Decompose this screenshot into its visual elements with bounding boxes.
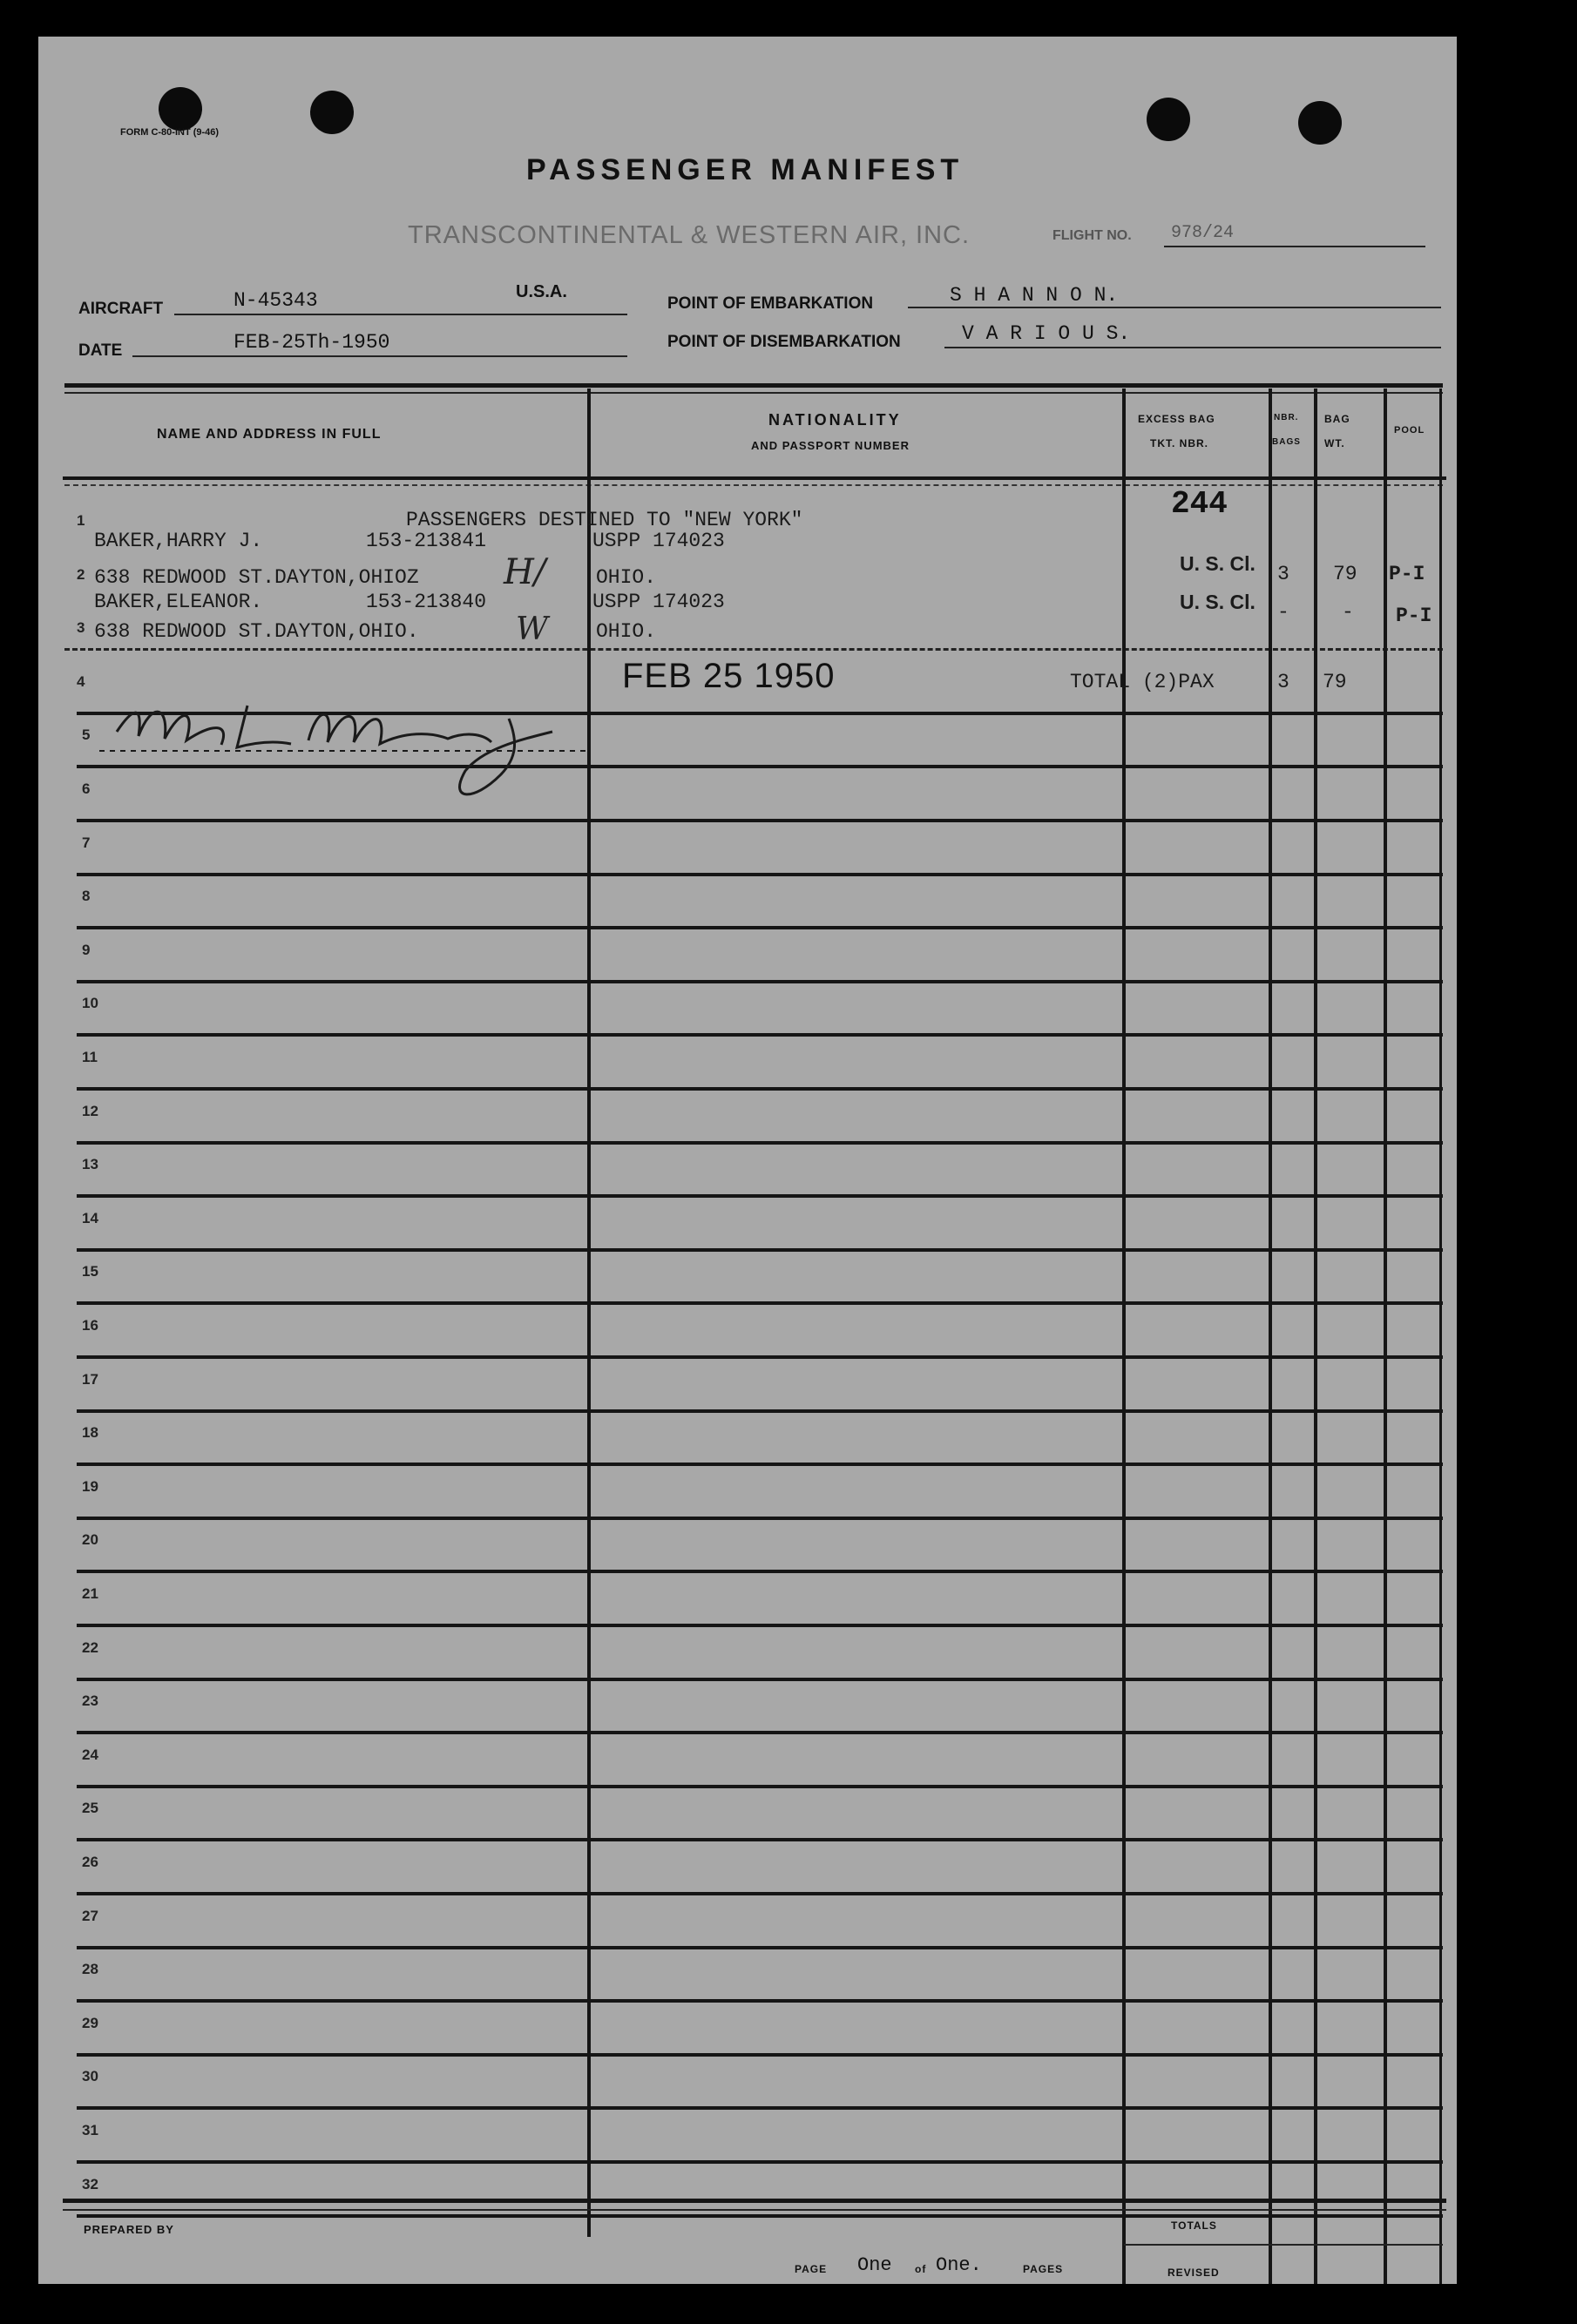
row-number: 30 [82,2068,98,2085]
pages-label: PAGES [1023,2263,1064,2275]
totals-label: TOTALS [1171,2219,1217,2232]
row-rule [77,1999,1443,2003]
row-number: 17 [82,1370,98,1388]
aircraft-value: N-45343 [234,289,318,312]
row-number: 11 [82,1049,98,1065]
date-label: DATE [78,341,123,360]
prepared-by-label: PREPARED BY [84,2223,174,2236]
embarkation-underline [908,307,1441,308]
revised-label: REVISED [1168,2267,1220,2279]
passenger-2-pool: P-I [1396,605,1432,627]
row-rule [77,926,1443,929]
row-number: 2 [77,565,85,583]
disembarkation-value: V A R I O U S. [962,322,1131,345]
passenger-1-id: 153-213841 [366,530,487,552]
col-header-bag-2: WT. [1324,437,1345,449]
disembarkation-label: POINT OF DISEMBARKATION [667,333,901,351]
disembarkation-underline [944,347,1441,348]
table-top-rule [64,383,1443,388]
row-number: 16 [82,1317,98,1334]
passenger-1-pool: P-I [1389,563,1425,585]
punch-hole [1298,101,1342,145]
row-number: 32 [82,2175,98,2192]
row-number: 6 [82,780,91,797]
row-number: 7 [82,834,91,851]
row-number: 27 [82,1907,98,1924]
date-underline [132,355,627,357]
row-number: 20 [82,1531,98,1549]
row-rule [77,819,1443,822]
date-stamp: FEB 25 1950 [622,657,836,695]
of-label: of [915,2263,927,2275]
row-rule [77,1248,1443,1252]
form-code: FORM C-80-INT (9-46) [120,127,220,138]
form-title: PASSENGER MANIFEST [526,153,964,186]
row-number: 15 [82,1263,98,1280]
col-header-passport: AND PASSPORT NUMBER [751,439,910,452]
table-top-rule-2 [64,392,1443,394]
row-rule [77,1355,1443,1359]
row-number: 8 [82,888,91,905]
row-rule [77,1892,1443,1895]
row-rule [77,2160,1443,2164]
row-number: 29 [82,2014,98,2031]
row-rule [77,1409,1443,1413]
row-rule [77,2214,1443,2218]
row-rule [77,2053,1443,2057]
passenger-1-name: BAKER,HARRY J. [94,530,263,552]
passenger-2-weight: - [1342,601,1354,624]
passenger-2-name: BAKER,ELEANOR. [94,591,263,613]
row-number: 31 [82,2122,98,2138]
passenger-2-bags: - [1277,601,1289,624]
entries-dashed-rule [64,648,1443,651]
col-header-nbr: NBR. [1274,413,1299,422]
footer-top-rule [63,2199,1446,2203]
row-number: 24 [82,1746,98,1763]
col-header-nationality: NATIONALITY [768,411,902,429]
row-rule [77,1087,1443,1091]
col-divider-bag [1384,388,1387,2284]
row-number: 28 [82,1961,98,1978]
passenger-1-bags: 3 [1277,563,1289,585]
passenger-2-excess: U. S. Cl. [1180,591,1256,613]
date-value: FEB-25Th-1950 [234,331,390,354]
row-rule [77,1624,1443,1627]
of-value: One. [936,2254,982,2276]
totals-row-bags: 3 [1277,671,1289,693]
row-rule [77,873,1443,876]
row-number: 13 [82,1156,98,1173]
row-rule [77,1838,1443,1841]
row-rule [77,1570,1443,1573]
row-number: 14 [82,1209,98,1226]
row-rule [77,1678,1443,1681]
passenger-1-nationality: OHIO. [596,566,657,589]
row-number: 21 [82,1585,98,1602]
row-number: 10 [82,995,98,1012]
country-value: U.S.A. [516,282,567,301]
row-number: 18 [82,1424,98,1442]
punch-hole [1147,98,1190,141]
row-rule [77,1785,1443,1788]
flight-no-underline [1164,246,1425,247]
handwritten-signature [99,671,587,810]
punch-hole [159,87,202,131]
totals-row-label: TOTAL (2)PAX [1070,671,1215,693]
row-rule [77,1517,1443,1520]
punch-hole [310,91,354,134]
row-rule [77,1301,1443,1305]
airline-name: TRANSCONTINENTAL & WESTERN AIR, INC. [408,221,971,249]
passenger-1-excess: U. S. Cl. [1180,552,1256,575]
embarkation-value: S H A N N O N. [950,284,1119,307]
col-header-bag: BAG [1324,413,1350,425]
footer-top-rule-2 [63,2209,1446,2211]
passenger-1-initials: H/ [504,552,546,592]
row-rule [77,1141,1443,1145]
aircraft-label: AIRCRAFT [78,300,164,318]
page-label: PAGE [795,2263,828,2275]
passenger-1-address: 638 REDWOOD ST.DAYTON,OHIOZ [94,566,419,589]
row-number: 5 [82,726,91,744]
page-value: One [857,2254,892,2276]
passenger-1-weight: 79 [1333,563,1357,585]
col-divider-right [1439,388,1442,2284]
flight-no-label: FLIGHT NO. [1052,228,1132,243]
col-header-pool: POOL [1394,425,1425,436]
totals-row-weight: 79 [1323,671,1347,693]
row-number: 4 [77,672,85,690]
passenger-2-passport: USPP 174023 [592,591,725,613]
row-rule [77,1731,1443,1734]
row-rule [77,2106,1443,2110]
row-number: 9 [82,941,91,958]
row-number: 25 [82,1800,98,1817]
row-rule [77,1194,1443,1198]
row-number: 26 [82,1854,98,1870]
col-divider-nbr [1314,388,1317,2284]
header-bottom-rule [63,476,1446,480]
passenger-2-id: 153-213840 [366,591,487,613]
passenger-2-initials: W [516,611,549,647]
passenger-1-passport: USPP 174023 [592,530,725,552]
row-number: 19 [82,1477,98,1495]
row-number: 3 [77,619,85,637]
col-divider-name [587,388,591,2237]
ticket-number: 244 [1171,486,1228,522]
passenger-2-nationality: OHIO. [596,620,657,643]
destination-note: PASSENGERS DESTINED TO "NEW YORK" [406,509,803,531]
header-dashed-rule [64,484,1443,486]
aircraft-underline [174,314,627,315]
col-header-nbr-2: BAGS [1272,437,1301,447]
row-number: 23 [82,1692,98,1710]
totals-underline [1124,2244,1443,2246]
col-header-name: NAME AND ADDRESS IN FULL [157,427,382,442]
flight-no-value: 978/24 [1171,223,1235,243]
col-divider-excess [1269,388,1272,2284]
row-rule [77,1946,1443,1949]
col-header-excess: EXCESS BAG [1138,413,1215,425]
embarkation-label: POINT OF EMBARKATION [667,294,874,313]
col-header-excess-2: TKT. NBR. [1150,437,1208,449]
row-rule [77,980,1443,983]
manifest-sheet [38,37,1457,2284]
row-rule [77,1033,1443,1037]
row-number: 12 [82,1102,98,1119]
row-rule [77,1463,1443,1466]
row-number: 1 [77,512,85,529]
row-number: 22 [82,1638,98,1656]
passenger-2-address: 638 REDWOOD ST.DAYTON,OHIO. [94,620,419,643]
